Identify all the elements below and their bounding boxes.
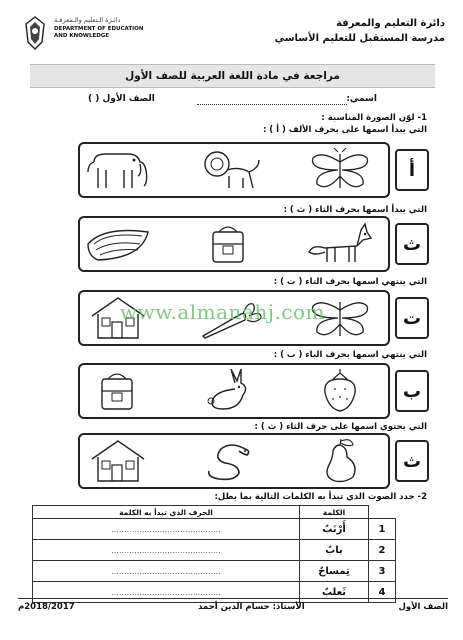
falcon-emblem-icon (20, 14, 50, 52)
logo-english-text: DEPARTMENT OF EDUCATION AND KNOWLEDGE (54, 26, 144, 39)
strawberry-icon[interactable] (305, 369, 375, 413)
section-3-instruction: التي ينتهي اسمها بحرف التاء ( ت ) : (273, 277, 427, 287)
answer-field[interactable]: ........................................... (33, 561, 300, 582)
name-row (30, 94, 435, 108)
table-row (33, 519, 396, 540)
row-number: 3 (369, 561, 396, 582)
lion-icon[interactable] (195, 148, 265, 192)
answer-field[interactable]: ........................................... (33, 519, 300, 540)
fox-icon[interactable] (305, 222, 375, 266)
page-title: مراجعة في مادة اللغة العربية للصف الأول (30, 64, 435, 88)
answer-field[interactable]: ........................................... (33, 582, 300, 603)
section-2-instruction: التي يبدأ اسمها بحرف الثاء ( ث ) : (283, 205, 427, 215)
section-4-instruction: التي ينتهي اسمها بحرف الباء ( ب ) : (273, 350, 427, 360)
row-number: 1 (369, 519, 396, 540)
pear-icon[interactable] (305, 439, 375, 483)
column-header-word: الكلمة (300, 506, 369, 519)
watermark-text: www.almanahj.com (120, 300, 326, 324)
school-header (275, 16, 445, 46)
row-word: أَرْنَبٌ (300, 519, 369, 540)
page-footer (18, 598, 448, 613)
words-table (32, 505, 396, 603)
name-label: اسمي: (346, 94, 377, 104)
row-word: بابٌ (300, 540, 369, 561)
watermelon-icon[interactable] (84, 222, 154, 266)
schoolbag-icon[interactable] (84, 369, 154, 413)
logo-arabic-text: دائـرة الـتعليم والـمعرفـة (54, 16, 121, 24)
table-header-row (33, 506, 396, 519)
section-1-picture-row (78, 142, 390, 198)
column-header-letter: الحرف الذي تبدأ به الكلمة (33, 506, 300, 519)
rabbit-icon[interactable] (195, 369, 265, 413)
section-5-instruction: التي يحتوي اسمها على حرف الثاء ( ث ) : (254, 422, 427, 432)
section-3-letter: ت (395, 297, 429, 339)
row-number: 2 (369, 540, 396, 561)
section-5-letter: ث (395, 440, 429, 482)
table-row (33, 540, 396, 561)
section-5-picture-row (78, 433, 390, 489)
answer-field[interactable]: ........................................... (33, 540, 300, 561)
question-2-heading: 2- حدد الصوت الذي تبدأ به الكلمات التالية بما يطل: (214, 492, 427, 502)
footer-year: 2018/2017م (18, 602, 75, 612)
section-4-picture-row (78, 363, 390, 419)
section-1-letter: أ (395, 149, 429, 191)
school-line: مدرسة المستقبل للتعليم الأساسي (274, 33, 445, 44)
class-label: الصف الأول ( ) (88, 94, 155, 104)
section-2-letter: ث (395, 223, 429, 265)
section-2-picture-row (78, 216, 390, 272)
dept-line: دائرة التعليم والمعرفة (336, 18, 445, 29)
section-1-instruction: التي يبدأ اسمها على بحرف الألف ( أ ) : (262, 125, 427, 135)
name-field[interactable] (197, 104, 347, 105)
schoolbag-icon[interactable] (195, 222, 265, 266)
row-word: ثَعلبٌ (300, 582, 369, 603)
snake-icon[interactable] (195, 439, 265, 483)
elephant-icon[interactable] (84, 148, 154, 192)
section-4-letter: ب (395, 370, 429, 412)
butterfly-icon[interactable] (305, 148, 375, 192)
table-row (33, 561, 396, 582)
row-word: تِمساحٌ (300, 561, 369, 582)
footer-grade: الصف الأول (398, 602, 448, 612)
house-icon[interactable] (84, 439, 154, 483)
question-1-heading: 1- لوّن الصورة المناسبة : (321, 113, 427, 123)
row-number: 4 (369, 582, 396, 603)
footer-teacher: الأستاذ: حسام الدين أحمد (198, 602, 305, 612)
